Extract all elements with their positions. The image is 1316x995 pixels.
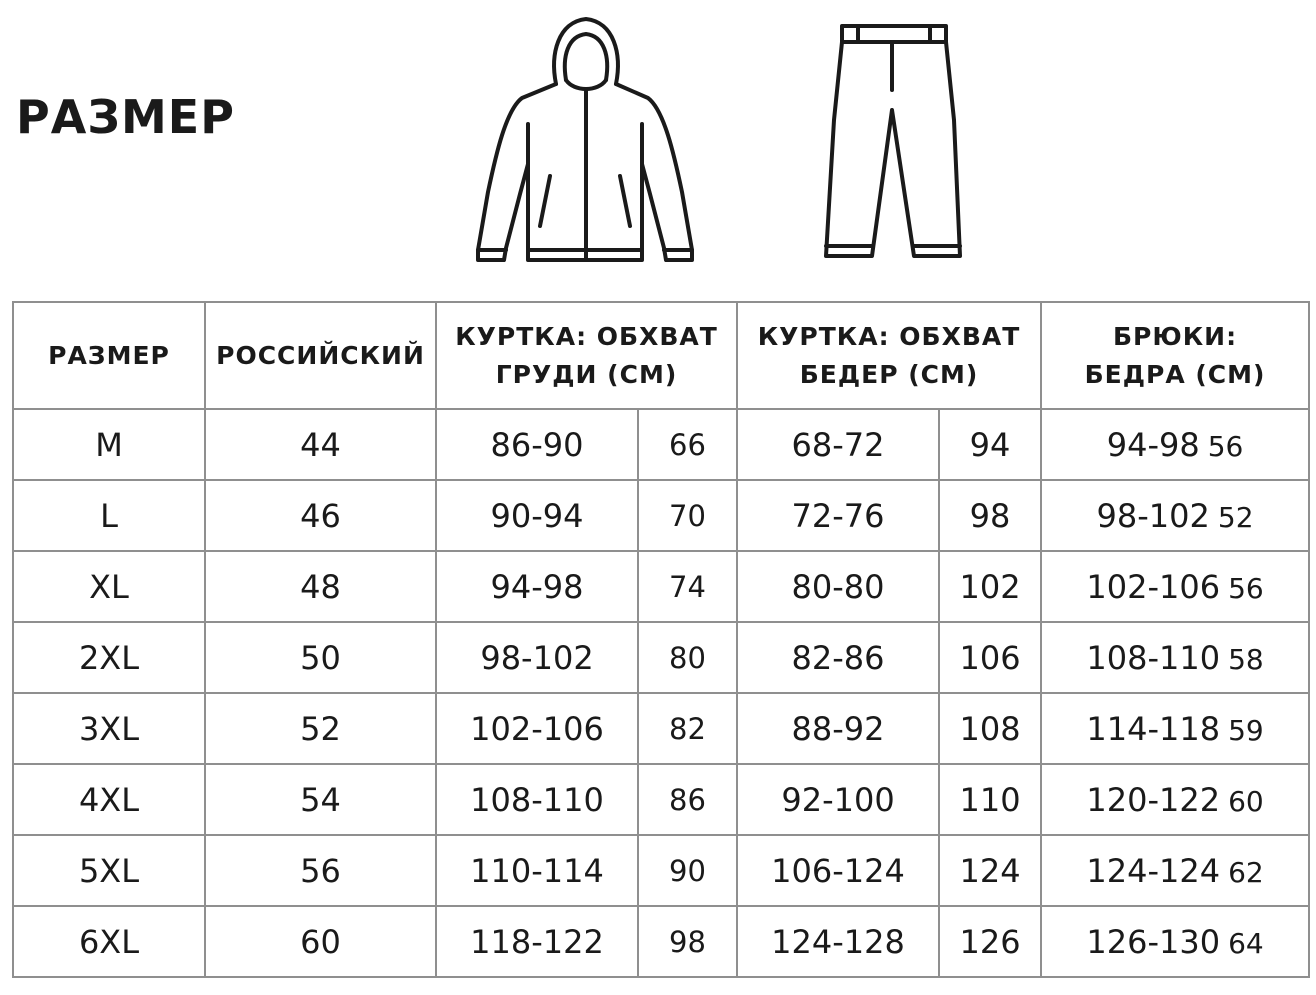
pants-cell xyxy=(1041,906,1309,977)
pants-icon xyxy=(820,20,968,264)
pants-extra-value: 56 xyxy=(1228,571,1264,605)
pants-cell xyxy=(1041,693,1309,764)
table-row xyxy=(13,693,1309,764)
pants-extra-value: 58 xyxy=(1228,642,1264,676)
russian-size-cell: 60 xyxy=(205,906,436,977)
chest-extra-cell: 82 xyxy=(638,693,737,764)
table-row xyxy=(13,551,1309,622)
chest-extra-cell: 70 xyxy=(638,480,737,551)
chest-extra-cell: 80 xyxy=(638,622,737,693)
hips-cell: 72-76 xyxy=(737,480,939,551)
pants-extra-value: 60 xyxy=(1228,784,1264,818)
hips-cell: 82-86 xyxy=(737,622,939,693)
header-russian: РОССИЙСКИЙ xyxy=(205,302,436,409)
size-cell: 5XL xyxy=(13,835,205,906)
russian-size-cell: 52 xyxy=(205,693,436,764)
hips-cell: 68-72 xyxy=(737,409,939,480)
hips-cell: 106-124 xyxy=(737,835,939,906)
table-header-row xyxy=(13,302,1309,409)
pants-value: 126-130 xyxy=(1086,922,1221,961)
hips-extra-cell: 124 xyxy=(939,835,1041,906)
size-cell: L xyxy=(13,480,205,551)
pants-extra-value: 56 xyxy=(1207,429,1244,463)
hips-cell: 80-80 xyxy=(737,551,939,622)
header-jacket-chest: КУРТКА: ОБХВАТ ГРУДИ (СМ) xyxy=(436,302,737,409)
pants-cell xyxy=(1041,480,1309,551)
pants-extra-value: 62 xyxy=(1228,855,1264,889)
pants-value: 120-122 xyxy=(1086,780,1221,819)
pants-value: 98-102 xyxy=(1096,496,1210,535)
chest-extra-cell: 90 xyxy=(638,835,737,906)
size-table xyxy=(12,301,1310,978)
pants-cell xyxy=(1041,551,1309,622)
hips-extra-cell: 94 xyxy=(939,409,1041,480)
hips-extra-cell: 106 xyxy=(939,622,1041,693)
hips-cell: 88-92 xyxy=(737,693,939,764)
chest-cell: 110-114 xyxy=(436,835,638,906)
table-row xyxy=(13,764,1309,835)
russian-size-cell: 46 xyxy=(205,480,436,551)
hips-extra-cell: 108 xyxy=(939,693,1041,764)
hips-extra-cell: 102 xyxy=(939,551,1041,622)
table-row xyxy=(13,409,1309,480)
pants-value: 108-110 xyxy=(1086,638,1221,677)
pants-cell xyxy=(1041,409,1309,480)
russian-size-cell: 44 xyxy=(205,409,436,480)
russian-size-cell: 50 xyxy=(205,622,436,693)
pants-value: 94-98 xyxy=(1106,425,1200,464)
size-cell: 3XL xyxy=(13,693,205,764)
russian-size-cell: 54 xyxy=(205,764,436,835)
header-pants-hips: БРЮКИ: БЕДРА (СМ) xyxy=(1041,302,1309,409)
size-cell: XL xyxy=(13,551,205,622)
chest-cell: 94-98 xyxy=(436,551,638,622)
pants-extra-value: 64 xyxy=(1228,926,1264,960)
pants-value: 102-106 xyxy=(1086,567,1221,606)
hips-extra-cell: 126 xyxy=(939,906,1041,977)
header-jacket-hips: КУРТКА: ОБХВАТ БЕДЕР (СМ) xyxy=(737,302,1041,409)
pants-extra-value: 52 xyxy=(1217,500,1254,534)
chest-cell: 102-106 xyxy=(436,693,638,764)
hips-extra-cell: 110 xyxy=(939,764,1041,835)
chest-cell: 98-102 xyxy=(436,622,638,693)
size-cell: 4XL xyxy=(13,764,205,835)
chest-cell: 108-110 xyxy=(436,764,638,835)
page-title: РАЗМЕР xyxy=(16,90,235,144)
chest-cell: 118-122 xyxy=(436,906,638,977)
chest-extra-cell: 74 xyxy=(638,551,737,622)
pants-value: 124-124 xyxy=(1086,851,1221,890)
pants-value: 114-118 xyxy=(1086,709,1221,748)
chest-extra-cell: 98 xyxy=(638,906,737,977)
russian-size-cell: 56 xyxy=(205,835,436,906)
pants-cell xyxy=(1041,764,1309,835)
header-size: РАЗМЕР xyxy=(13,302,205,409)
hips-cell: 92-100 xyxy=(737,764,939,835)
hips-extra-cell: 98 xyxy=(939,480,1041,551)
size-cell: 6XL xyxy=(13,906,205,977)
chest-extra-cell: 86 xyxy=(638,764,737,835)
pants-cell xyxy=(1041,835,1309,906)
chest-extra-cell: 66 xyxy=(638,409,737,480)
hips-cell: 124-128 xyxy=(737,906,939,977)
chest-cell: 86-90 xyxy=(436,409,638,480)
pants-extra-value: 59 xyxy=(1228,713,1264,747)
table-row xyxy=(13,480,1309,551)
table-row xyxy=(13,622,1309,693)
pants-cell xyxy=(1041,622,1309,693)
jacket-icon xyxy=(470,14,700,266)
russian-size-cell: 48 xyxy=(205,551,436,622)
size-cell: 2XL xyxy=(13,622,205,693)
table-row xyxy=(13,906,1309,977)
size-cell: M xyxy=(13,409,205,480)
chest-cell: 90-94 xyxy=(436,480,638,551)
table-row xyxy=(13,835,1309,906)
